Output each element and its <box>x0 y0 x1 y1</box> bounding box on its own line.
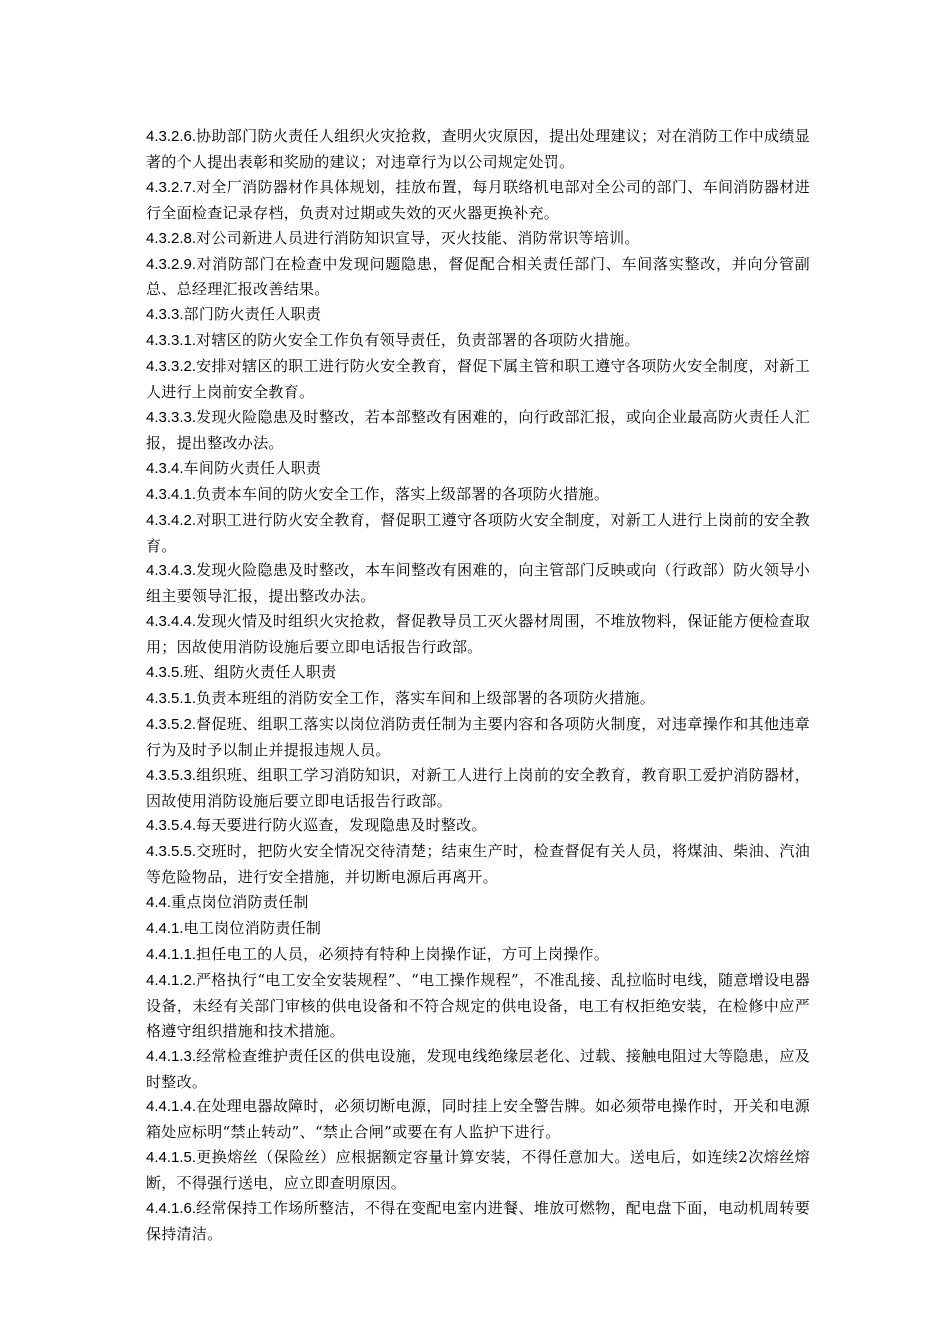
clause-text: 重点岗位消防责任制 <box>171 893 309 912</box>
paragraph-4-4-1-4 <box>146 1094 810 1145</box>
clause-number: 4.3.2.7. <box>146 178 197 196</box>
paragraph-4-3-3-1 <box>146 328 810 354</box>
paragraph-4-4-1-2 <box>146 968 810 1044</box>
paragraph-4-4-1-6 <box>146 1196 810 1247</box>
paragraph-4-3-5-5 <box>146 839 810 890</box>
section-heading-4-3-3 <box>146 302 810 328</box>
clause-text: 经常保持工作场所整洁，不得在变配电室内进餐、堆放可燃物，配电盘下面，电动机周转要保持清洁。 <box>146 1199 810 1243</box>
paragraph-4-3-2-7 <box>146 175 810 226</box>
clause-text: 负责本班组的消防安全工作，落实车间和上级部署的各项防火措施。 <box>196 688 656 707</box>
clause-text: 督促班、组职工落实以岗位消防责任制为主要内容和各项防火制度，对违章操作和其他违章行为及时予以制止并提报违规人员。 <box>146 714 810 759</box>
clause-text: 对全厂消防器材作具体规划，挂放布置，每月联络机电部对全公司的部门、车间消防器材进行全面检查记录存档，负责对过期或失效的灭火器更换补充。 <box>146 177 810 222</box>
clause-text: 更换熔丝（保险丝）应根据额定容量计算安装，不得任意加大。送电后，如连续2次熔丝熔断，不得强行送电，应立即查明原因。 <box>146 1148 810 1193</box>
clause-number: 4.3.2.8. <box>146 229 197 247</box>
clause-text: 发现火险隐患及时整改，本车间整改有困难的，向主管部门反映或向（行政部）防火领导小组主要领导汇报，提出整改办法。 <box>146 561 810 606</box>
clause-number: 4.3.3.3. <box>146 408 197 426</box>
paragraph-4-3-2-8 <box>146 226 810 252</box>
clause-text: 严格执行“电工安全安装规程”、“电工操作规程”，不准乱接、乱拉临时电线，随意增设电器设备，未经有关部门审核的供电设备和不符合规定的供电设备，电工有权拒绝安装，在检修中应严格遵守组织措施和技术措施。 <box>146 970 810 1040</box>
clause-number: 4.3.3. <box>146 306 184 324</box>
clause-number: 4.3.3.2. <box>146 358 197 376</box>
paragraph-4-4-1-5 <box>146 1145 810 1196</box>
paragraph-4-4-1-1 <box>146 942 810 968</box>
clause-number: 4.3.5.3. <box>146 766 197 784</box>
clause-text: 班、组防火责任人职责 <box>183 663 337 682</box>
clause-text: 发现火险隐患及时整改，若本部整改有困难的，向行政部汇报，或向企业最高防火责任人汇报，提出整改办法。 <box>146 407 810 452</box>
paragraph-4-3-3-2 <box>146 354 810 405</box>
clause-text: 对消防部门在检查中发现问题隐患，督促配合相关责任部门、车间落实整改，并向分管副总、总经理汇报改善结果。 <box>146 254 810 299</box>
paragraph-4-3-3-3 <box>146 405 810 456</box>
clause-text: 部门防火责任人职责 <box>183 305 322 324</box>
clause-text: 协助部门防火责任人组织火灾抢救，查明火灾原因，提出处理建议；对在消防工作中成绩显著的个人提出表彰和奖励的建议；对违章行为以公司规定处罚。 <box>146 127 810 171</box>
clause-text: 车间防火责任人职责 <box>183 458 322 477</box>
document-body <box>146 124 810 1247</box>
clause-number: 4.3.2.6. <box>146 128 197 145</box>
clause-text: 每天要进行防火巡查，发现隐患及时整改。 <box>196 816 487 835</box>
clause-number: 4.4.1.3. <box>146 1047 197 1065</box>
paragraph-4-3-4-4 <box>146 609 810 660</box>
section-heading-4-3-5 <box>146 660 810 686</box>
clause-number: 4.4. <box>146 894 172 912</box>
paragraph-4-3-5-3 <box>146 763 810 814</box>
clause-number: 4.3.4. <box>146 459 184 477</box>
clause-number: 4.3.5.2. <box>146 715 197 733</box>
clause-number: 4.3.5.5. <box>146 843 197 861</box>
clause-text: 经常检查维护责任区的供电设施，发现电线绝缘层老化、过载、接触电阻过大等隐患，应及时整改。 <box>146 1046 810 1091</box>
clause-number: 4.4.1.1. <box>146 946 197 963</box>
paragraph-4-3-5-4 <box>146 813 810 839</box>
clause-number: 4.3.5.1. <box>146 689 197 707</box>
paragraph-4-3-2-9 <box>146 252 810 303</box>
paragraph-4-3-5-2 <box>146 712 810 763</box>
clause-number: 4.4.1. <box>146 920 184 938</box>
clause-text: 担任电工的人员，必须持有特种上岗操作证，方可上岗操作。 <box>196 945 610 963</box>
clause-number: 4.4.1.6. <box>146 1200 197 1218</box>
clause-number: 4.3.5.4. <box>146 817 197 835</box>
clause-text: 电工岗位消防责任制 <box>183 919 322 938</box>
clause-number: 4.3.4.4. <box>146 613 197 631</box>
clause-number: 4.3.3.1. <box>146 332 197 350</box>
paragraph-4-3-4-2 <box>146 508 810 559</box>
clause-text: 交班时，把防火安全情况交待清楚；结束生产时，检查督促有关人员，将煤油、柴油、汽油等危险物品，进行安全措施，并切断电源后再离开。 <box>146 842 810 887</box>
clause-number: 4.4.1.2. <box>146 971 197 989</box>
clause-number: 4.4.1.4. <box>146 1098 197 1116</box>
clause-number: 4.3.4.3. <box>146 562 197 580</box>
clause-text: 发现火情及时组织火灾抢救，督促教导员工灭火器材周围，不堆放物料，保证能方便检查取用；因故使用消防设施后要立即电话报告行政部。 <box>146 612 810 657</box>
section-heading-4-4 <box>146 890 810 916</box>
paragraph-4-3-5-1 <box>146 686 810 712</box>
clause-number: 4.3.2.9. <box>146 255 197 273</box>
clause-text: 对公司新进人员进行消防知识宣导，灭火技能、消防常识等培训。 <box>196 228 640 247</box>
clause-number: 4.3.5. <box>146 664 184 682</box>
section-heading-4-4-1 <box>146 916 810 942</box>
clause-text: 组织班、组职工学习消防知识，对新工人进行上岗前的安全教育，教育职工爱护消防器材，因故使用消防设施后要立即电话报告行政部。 <box>146 765 810 810</box>
clause-number: 4.3.4.2. <box>146 511 197 529</box>
clause-number: 4.4.1.5. <box>146 1149 197 1167</box>
clause-number: 4.3.4.1. <box>146 485 197 503</box>
paragraph-4-3-4-1 <box>146 482 810 508</box>
clause-text: 安排对辖区的职工进行防火安全教育，督促下属主管和职工遵守各项防火安全制度，对新工人进行上岗前安全教育。 <box>146 357 810 402</box>
clause-text: 在处理电器故障时，必须切断电源，同时挂上安全警告牌。如必须带电操作时，开关和电源箱处应标明“禁止转动”、“禁止合闸”或要在有人监护下进行。 <box>146 1097 810 1142</box>
paragraph-4-4-1-3 <box>146 1044 810 1095</box>
paragraph-4-3-2-6 <box>146 124 810 175</box>
paragraph-4-3-4-3 <box>146 558 810 609</box>
clause-text: 负责本车间的防火安全工作，落实上级部署的各项防火措施。 <box>196 484 610 503</box>
clause-text: 对辖区的防火安全工作负有领导责任，负责部署的各项防火措施。 <box>196 331 640 350</box>
clause-text: 对职工进行防火安全教育，督促职工遵守各项防火安全制度，对新工人进行上岗前的安全教育。 <box>146 510 810 555</box>
section-heading-4-3-4 <box>146 456 810 482</box>
